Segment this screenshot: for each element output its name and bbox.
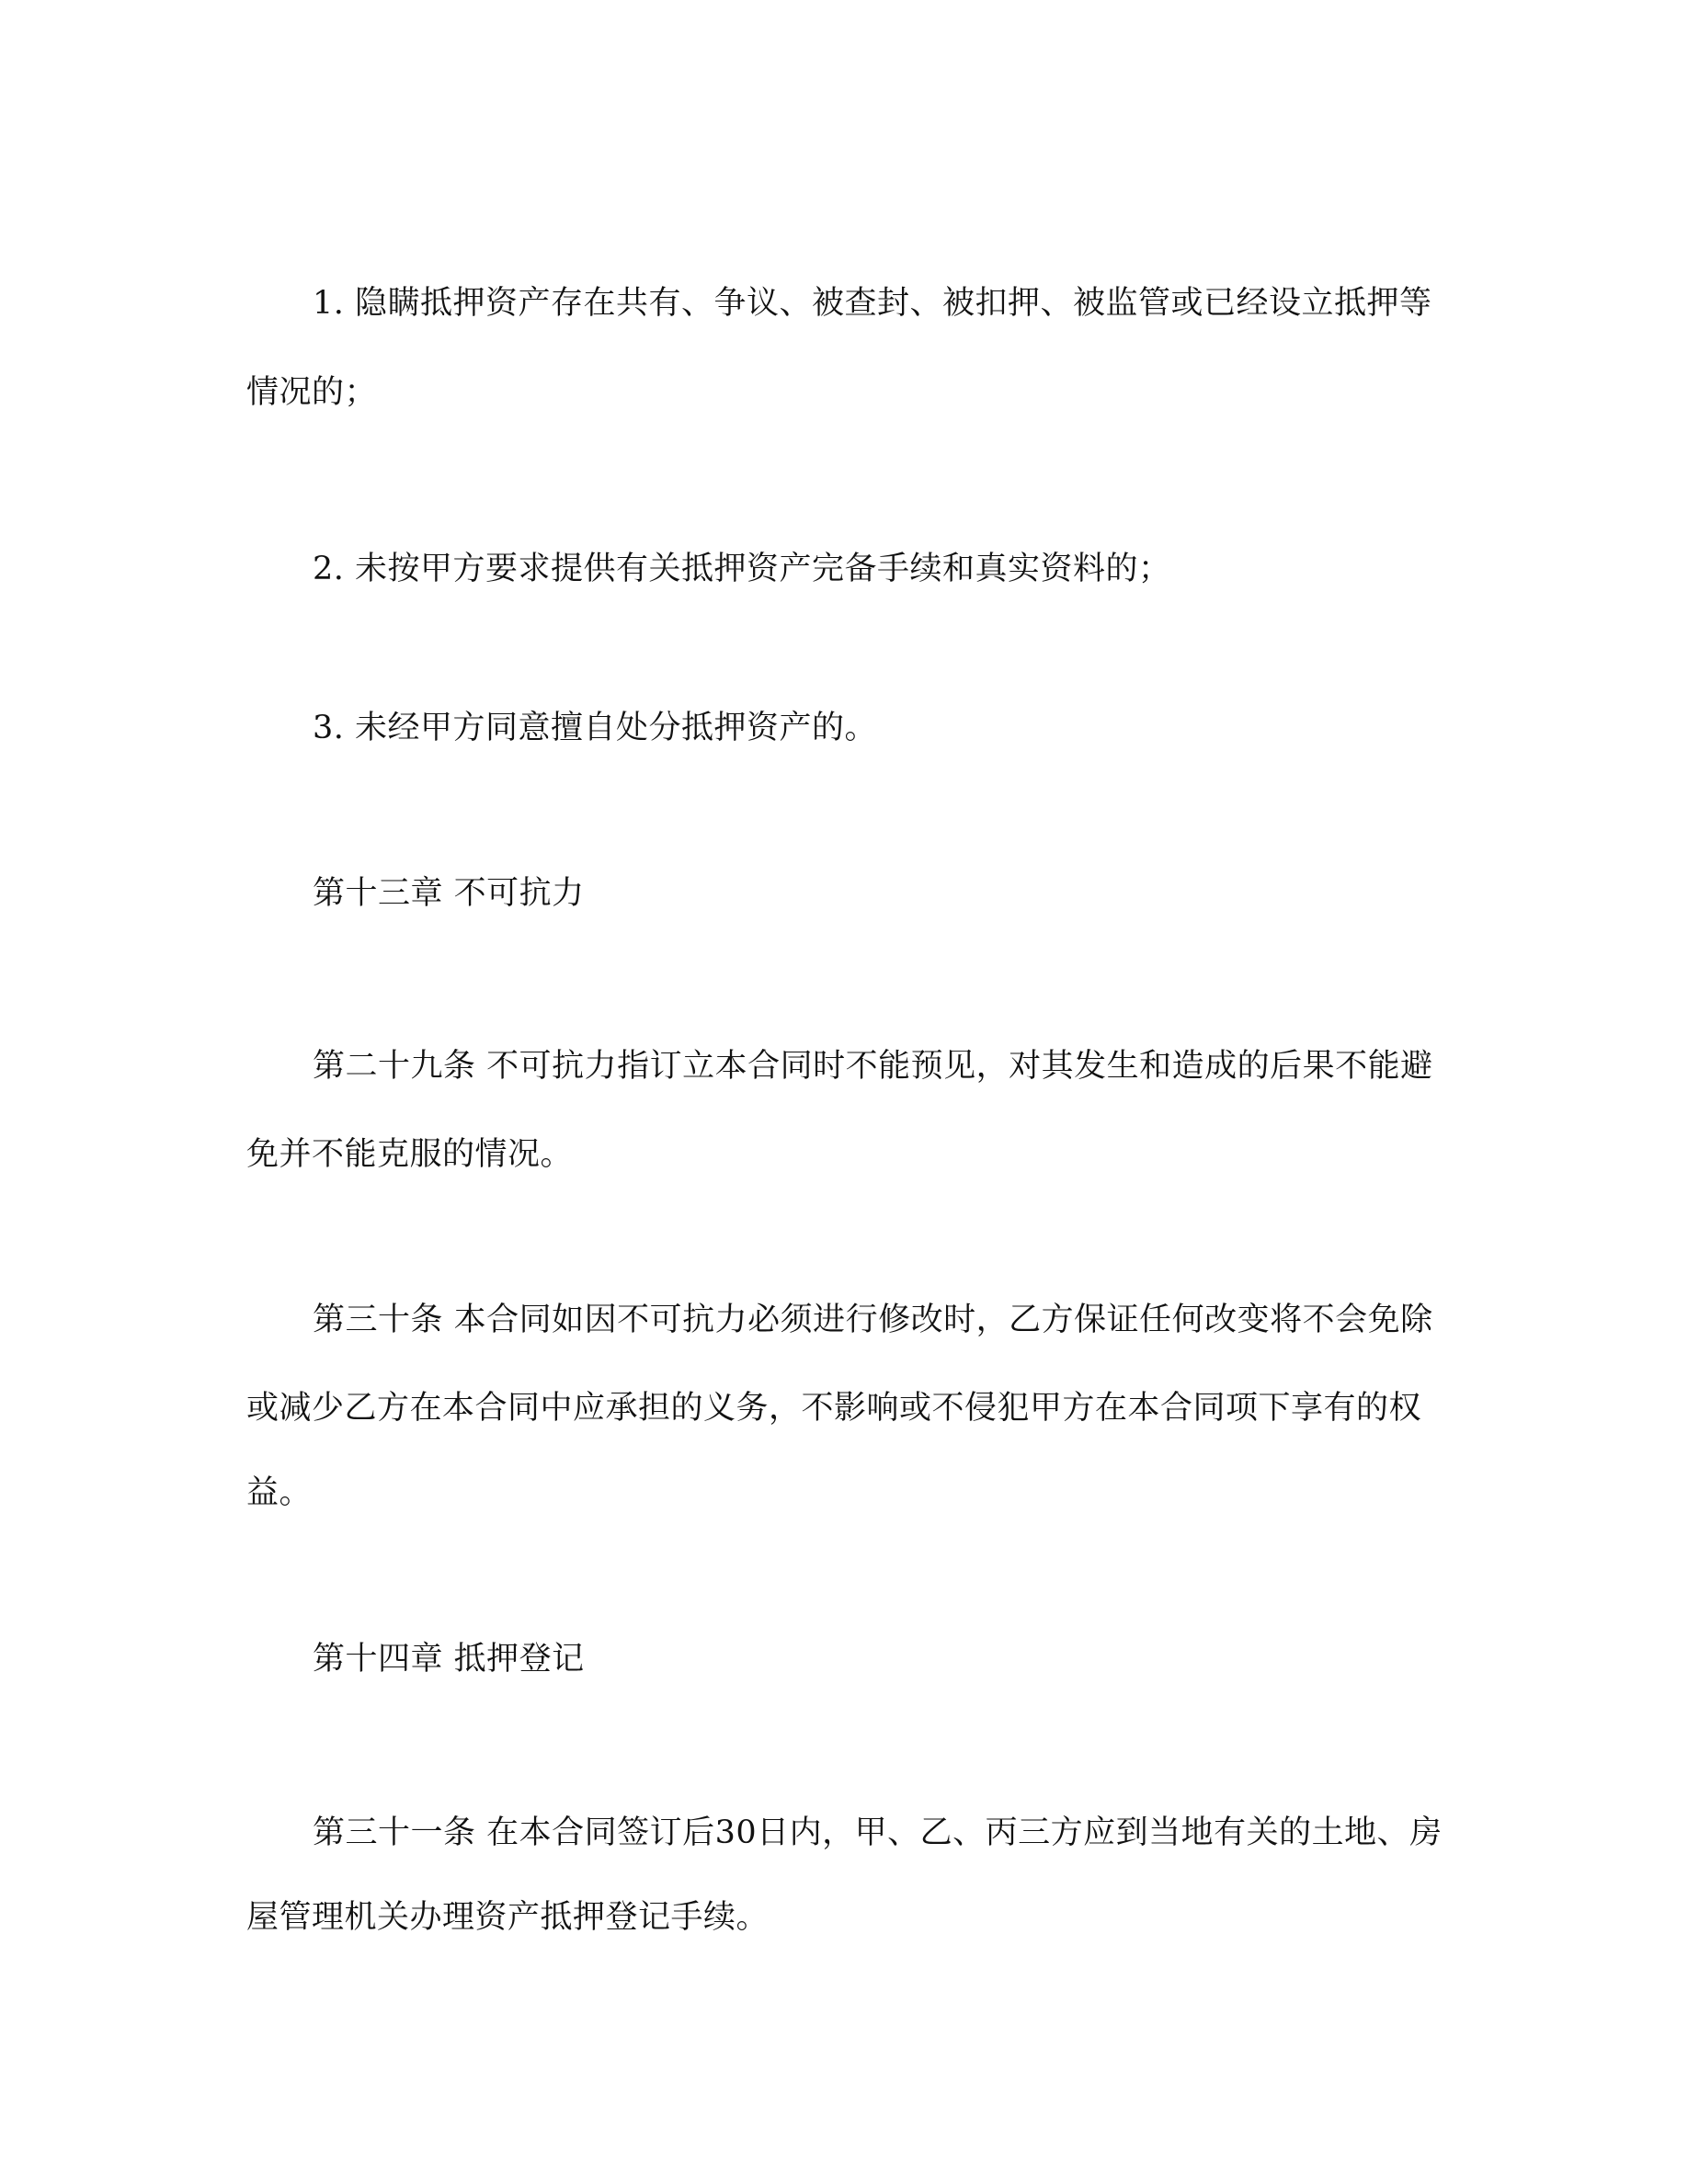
article-31-line-2: 屋管理机关办理资产抵押登记手续。 — [246, 1899, 770, 1936]
item-1-line-2: 情况的； — [246, 374, 378, 411]
article-29-line-2: 免并不能克服的情况。 — [246, 1136, 574, 1173]
article-30-line-1: 第三十条 本合同如因不可抗力必须进行修改时，乙方保证任何改变将不会免除 — [313, 1302, 1433, 1338]
article-31-line-1: 第三十一条 在本合同签订后30日内，甲、乙、丙三方应到当地有关的土地、房 — [313, 1814, 1443, 1851]
chapter-14-heading: 第十四章 抵押登记 — [313, 1641, 585, 1678]
chapter-13-heading: 第十三章 不可抗力 — [313, 875, 585, 912]
article-30-line-3: 益。 — [246, 1474, 313, 1511]
article-29-line-1: 第二十九条 不可抗力指订立本合同时不能预见，对其发生和造成的后果不能避 — [313, 1048, 1433, 1085]
item-2-line: 2. 未按甲方要求提供有关抵押资产完备手续和真实资料的； — [313, 551, 1171, 587]
article-30-line-2: 或减少乙方在本合同中应承担的义务，不影响或不侵犯甲方在本合同项下享有的权 — [246, 1390, 1422, 1427]
item-3-line: 3. 未经甲方同意擅自处分抵押资产的。 — [313, 710, 878, 746]
item-1-line-1: 1. 隐瞒抵押资产存在共有、争议、被查封、被扣押、被监管或已经设立抵押等 — [313, 285, 1432, 322]
